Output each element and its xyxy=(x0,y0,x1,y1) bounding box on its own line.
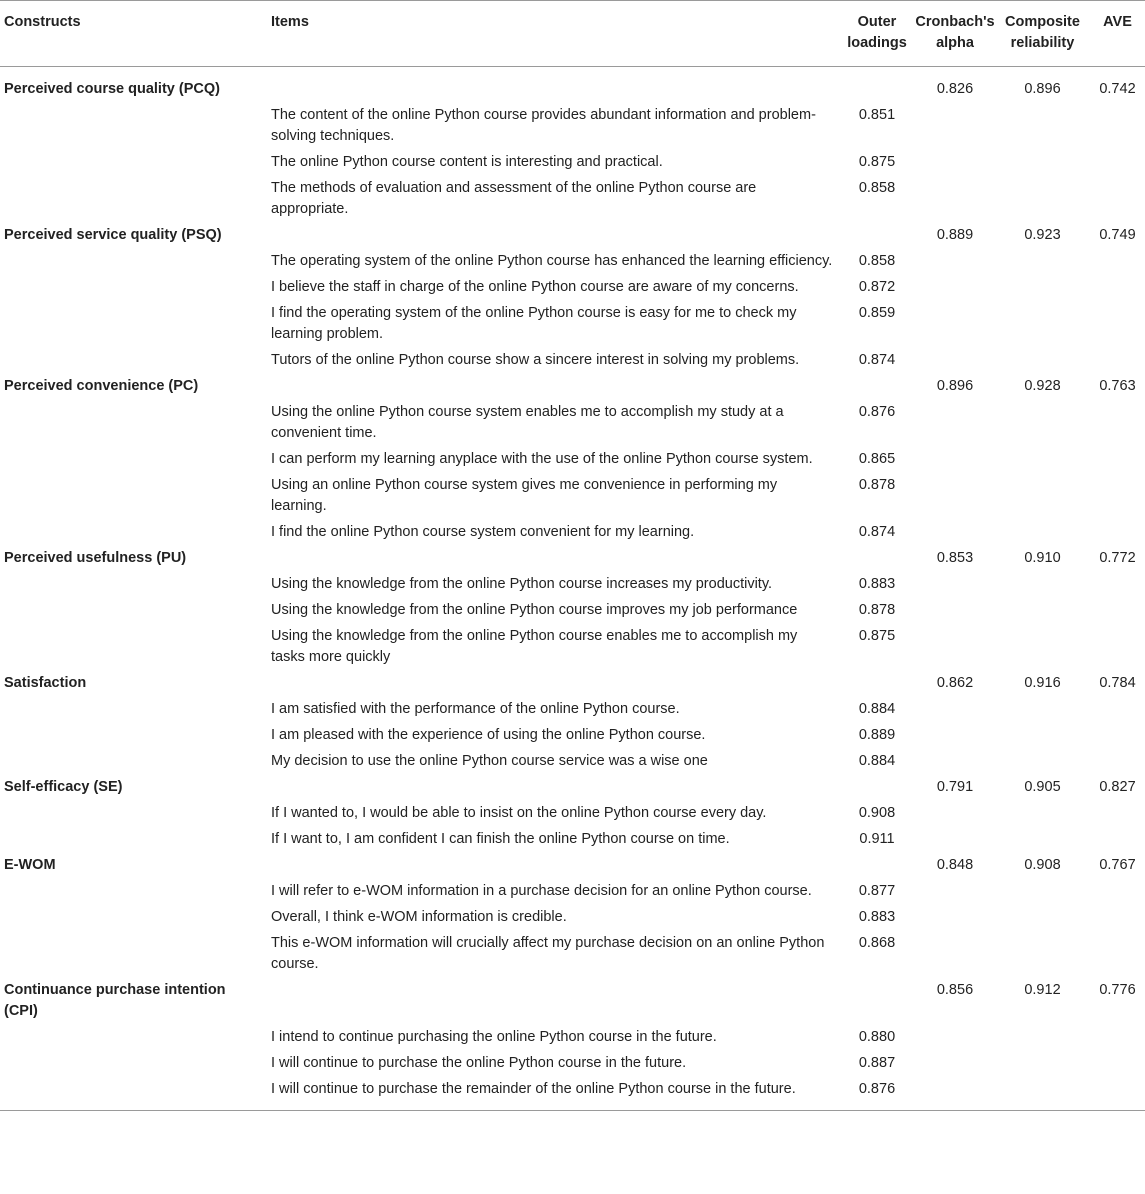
outer-loading-value: 0.874 xyxy=(858,524,896,540)
item-construct-empty xyxy=(0,931,267,978)
outer-loading-value: 0.887 xyxy=(858,1055,896,1071)
item-text: I will continue to purchase the online Python course in the future. xyxy=(271,1055,687,1071)
item-alpha-empty xyxy=(915,301,995,348)
item-ave-empty xyxy=(1090,301,1145,348)
construct-name: Self-efficacy (SE) xyxy=(4,779,123,795)
construct-row xyxy=(0,67,1145,104)
item-construct-empty xyxy=(0,249,267,275)
table-header xyxy=(0,1,1145,67)
item-construct-empty xyxy=(0,176,267,223)
construct-loading-empty xyxy=(839,223,915,249)
item-alpha-empty xyxy=(915,879,995,905)
construct-items-empty xyxy=(267,223,839,249)
outer-loading-value: 0.880 xyxy=(858,1029,896,1045)
construct-loading-empty xyxy=(839,775,915,801)
item-row xyxy=(0,473,1145,520)
outer-loading-value: 0.878 xyxy=(858,602,896,618)
outer-loading-value: 0.908 xyxy=(858,805,896,821)
composite-reliability-value: 0.908 xyxy=(1024,857,1061,873)
item-cr-empty xyxy=(995,301,1090,348)
item-text: I will refer to e-WOM information in a purchase decision for an online Python course. xyxy=(271,883,812,899)
item-text: Tutors of the online Python course show a sincere interest in solving my problems. xyxy=(271,352,800,368)
cronbachs-alpha-value: 0.848 xyxy=(936,857,974,873)
item-text: I will continue to purchase the remainder of the online Python course in the future. xyxy=(271,1081,796,1097)
item-row xyxy=(0,905,1145,931)
item-ave-empty xyxy=(1090,103,1145,150)
item-ave-empty xyxy=(1090,520,1145,546)
item-cr-empty xyxy=(995,749,1090,775)
item-alpha-empty xyxy=(915,1077,995,1111)
ave-value: 0.784 xyxy=(1099,675,1136,691)
item-alpha-empty xyxy=(915,723,995,749)
item-construct-empty xyxy=(0,520,267,546)
construct-items-empty xyxy=(267,671,839,697)
item-construct-empty xyxy=(0,905,267,931)
outer-loading-value: 0.875 xyxy=(858,154,896,170)
outer-loading-value: 0.883 xyxy=(858,909,896,925)
item-cr-empty xyxy=(995,400,1090,447)
header-composite-reliability: Composite reliability xyxy=(1005,14,1080,51)
item-alpha-empty xyxy=(915,400,995,447)
item-text: I intend to continue purchasing the online Python course in the future. xyxy=(271,1029,717,1045)
item-text: If I wanted to, I would be able to insist on the online Python course every day. xyxy=(271,805,767,821)
ave-value: 0.742 xyxy=(1099,81,1136,97)
outer-loading-value: 0.874 xyxy=(858,352,896,368)
outer-loading-value: 0.877 xyxy=(858,883,896,899)
composite-reliability-value: 0.905 xyxy=(1024,779,1061,795)
item-row xyxy=(0,879,1145,905)
outer-loading-value: 0.868 xyxy=(858,935,896,951)
item-ave-empty xyxy=(1090,1025,1145,1051)
item-row xyxy=(0,520,1145,546)
cronbachs-alpha-value: 0.862 xyxy=(936,675,974,691)
item-ave-empty xyxy=(1090,572,1145,598)
item-alpha-empty xyxy=(915,1051,995,1077)
cronbachs-alpha-value: 0.853 xyxy=(936,550,974,566)
outer-loading-value: 0.859 xyxy=(858,305,896,321)
item-text: My decision to use the online Python course service was a wise one xyxy=(271,753,708,769)
item-row xyxy=(0,447,1145,473)
construct-items-empty xyxy=(267,853,839,879)
item-ave-empty xyxy=(1090,348,1145,374)
header-row xyxy=(0,1,1145,67)
item-cr-empty xyxy=(995,348,1090,374)
item-alpha-empty xyxy=(915,447,995,473)
item-ave-empty xyxy=(1090,150,1145,176)
item-ave-empty xyxy=(1090,905,1145,931)
item-text: Overall, I think e-WOM information is credible. xyxy=(271,909,567,925)
outer-loading-value: 0.851 xyxy=(858,107,896,123)
item-text: The content of the online Python course provides abundant information and problem-solving techniques. xyxy=(271,107,816,144)
item-cr-empty xyxy=(995,598,1090,624)
construct-name: Perceived convenience (PC) xyxy=(4,378,199,394)
item-text: Using the knowledge from the online Python course enables me to accomplish my tasks more quickly xyxy=(271,628,798,665)
item-construct-empty xyxy=(0,1025,267,1051)
item-construct-empty xyxy=(0,473,267,520)
item-row xyxy=(0,931,1145,978)
outer-loading-value: 0.883 xyxy=(858,576,896,592)
construct-name: E-WOM xyxy=(4,857,56,873)
item-cr-empty xyxy=(995,275,1090,301)
outer-loading-value: 0.911 xyxy=(859,831,895,847)
item-construct-empty xyxy=(0,801,267,827)
item-construct-empty xyxy=(0,879,267,905)
item-cr-empty xyxy=(995,520,1090,546)
ave-value: 0.772 xyxy=(1099,550,1136,566)
composite-reliability-value: 0.912 xyxy=(1024,982,1061,998)
table-body xyxy=(0,67,1145,1111)
item-row xyxy=(0,1077,1145,1111)
item-alpha-empty xyxy=(915,520,995,546)
item-row xyxy=(0,723,1145,749)
construct-loading-empty xyxy=(839,67,915,104)
item-row xyxy=(0,400,1145,447)
outer-loading-value: 0.878 xyxy=(858,477,896,493)
item-cr-empty xyxy=(995,931,1090,978)
header-outer-loadings: Outer loadings xyxy=(847,14,907,51)
outer-loading-value: 0.884 xyxy=(858,753,896,769)
item-alpha-empty xyxy=(915,931,995,978)
cronbachs-alpha-value: 0.856 xyxy=(936,982,974,998)
item-cr-empty xyxy=(995,905,1090,931)
item-ave-empty xyxy=(1090,447,1145,473)
ave-value: 0.763 xyxy=(1099,378,1136,394)
item-row xyxy=(0,598,1145,624)
item-construct-empty xyxy=(0,1077,267,1111)
item-text: The operating system of the online Python course has enhanced the learning efficiency. xyxy=(271,253,833,269)
item-ave-empty xyxy=(1090,473,1145,520)
ave-value: 0.749 xyxy=(1099,227,1136,243)
cronbachs-alpha-value: 0.889 xyxy=(936,227,974,243)
item-ave-empty xyxy=(1090,879,1145,905)
ave-value: 0.827 xyxy=(1099,779,1136,795)
construct-items-empty xyxy=(267,775,839,801)
item-alpha-empty xyxy=(915,598,995,624)
construct-items-empty xyxy=(267,978,839,1025)
item-alpha-empty xyxy=(915,624,995,671)
item-cr-empty xyxy=(995,176,1090,223)
item-text: This e-WOM information will crucially affect my purchase decision on an online Python course. xyxy=(271,935,825,972)
item-cr-empty xyxy=(995,1025,1090,1051)
outer-loading-value: 0.858 xyxy=(858,253,896,269)
item-construct-empty xyxy=(0,348,267,374)
construct-row xyxy=(0,671,1145,697)
item-row xyxy=(0,572,1145,598)
outer-loading-value: 0.865 xyxy=(858,451,896,467)
item-cr-empty xyxy=(995,801,1090,827)
item-text: Using the online Python course system enables me to accomplish my study at a convenient time. xyxy=(271,404,784,441)
construct-loading-empty xyxy=(839,853,915,879)
item-row xyxy=(0,348,1145,374)
item-cr-empty xyxy=(995,447,1090,473)
item-ave-empty xyxy=(1090,801,1145,827)
item-construct-empty xyxy=(0,1051,267,1077)
header-ave: AVE xyxy=(1103,14,1132,30)
item-text: Using the knowledge from the online Python course improves my job performance xyxy=(271,602,798,618)
item-alpha-empty xyxy=(915,827,995,853)
composite-reliability-value: 0.896 xyxy=(1024,81,1061,97)
item-ave-empty xyxy=(1090,624,1145,671)
item-construct-empty xyxy=(0,723,267,749)
cronbachs-alpha-value: 0.791 xyxy=(936,779,974,795)
outer-loading-value: 0.876 xyxy=(858,404,896,420)
item-text: I believe the staff in charge of the online Python course are aware of my concerns. xyxy=(271,279,799,295)
item-cr-empty xyxy=(995,879,1090,905)
item-ave-empty xyxy=(1090,1051,1145,1077)
composite-reliability-value: 0.923 xyxy=(1024,227,1061,243)
item-ave-empty xyxy=(1090,1077,1145,1111)
item-ave-empty xyxy=(1090,827,1145,853)
outer-loading-value: 0.858 xyxy=(858,180,896,196)
item-construct-empty xyxy=(0,624,267,671)
item-text: The methods of evaluation and assessment of the online Python course are appropriate. xyxy=(271,180,757,217)
item-cr-empty xyxy=(995,150,1090,176)
item-construct-empty xyxy=(0,447,267,473)
item-row xyxy=(0,1025,1145,1051)
item-cr-empty xyxy=(995,249,1090,275)
construct-items-empty xyxy=(267,67,839,104)
construct-row xyxy=(0,546,1145,572)
item-alpha-empty xyxy=(915,905,995,931)
item-row xyxy=(0,749,1145,775)
construct-row xyxy=(0,223,1145,249)
item-ave-empty xyxy=(1090,275,1145,301)
construct-items-empty xyxy=(267,546,839,572)
item-text: Using an online Python course system gives me convenience in performing my learning. xyxy=(271,477,778,514)
construct-row xyxy=(0,775,1145,801)
item-cr-empty xyxy=(995,697,1090,723)
item-text: I am satisfied with the performance of the online Python course. xyxy=(271,701,680,717)
construct-name: Perceived service quality (PSQ) xyxy=(4,227,222,243)
item-construct-empty xyxy=(0,598,267,624)
item-row xyxy=(0,150,1145,176)
construct-name: Continuance purchase intention (CPI) xyxy=(4,982,226,1019)
item-construct-empty xyxy=(0,103,267,150)
item-construct-empty xyxy=(0,275,267,301)
item-alpha-empty xyxy=(915,249,995,275)
item-text: Using the knowledge from the online Python course increases my productivity. xyxy=(271,576,773,592)
item-text: I am pleased with the experience of using the online Python course. xyxy=(271,727,706,743)
cronbachs-alpha-value: 0.896 xyxy=(936,378,974,394)
item-alpha-empty xyxy=(915,103,995,150)
item-alpha-empty xyxy=(915,473,995,520)
item-row xyxy=(0,801,1145,827)
construct-name: Perceived course quality (PCQ) xyxy=(4,81,220,97)
ave-value: 0.767 xyxy=(1099,857,1136,873)
composite-reliability-value: 0.910 xyxy=(1024,550,1061,566)
item-construct-empty xyxy=(0,150,267,176)
item-cr-empty xyxy=(995,572,1090,598)
item-ave-empty xyxy=(1090,749,1145,775)
item-ave-empty xyxy=(1090,931,1145,978)
item-row xyxy=(0,1051,1145,1077)
header-items: Items xyxy=(271,14,309,30)
construct-loading-empty xyxy=(839,671,915,697)
cronbachs-alpha-value: 0.826 xyxy=(936,81,974,97)
item-construct-empty xyxy=(0,572,267,598)
item-ave-empty xyxy=(1090,176,1145,223)
construct-name: Satisfaction xyxy=(4,675,87,691)
item-cr-empty xyxy=(995,723,1090,749)
item-alpha-empty xyxy=(915,150,995,176)
construct-row xyxy=(0,374,1145,400)
item-ave-empty xyxy=(1090,598,1145,624)
outer-loading-value: 0.884 xyxy=(858,701,896,717)
item-cr-empty xyxy=(995,1051,1090,1077)
item-row xyxy=(0,624,1145,671)
item-ave-empty xyxy=(1090,400,1145,447)
item-cr-empty xyxy=(995,624,1090,671)
construct-name: Perceived usefulness (PU) xyxy=(4,550,187,566)
item-cr-empty xyxy=(995,103,1090,150)
item-construct-empty xyxy=(0,749,267,775)
construct-row xyxy=(0,978,1145,1025)
item-cr-empty xyxy=(995,827,1090,853)
item-construct-empty xyxy=(0,827,267,853)
ave-value: 0.776 xyxy=(1099,982,1136,998)
item-alpha-empty xyxy=(915,749,995,775)
item-row xyxy=(0,301,1145,348)
item-alpha-empty xyxy=(915,275,995,301)
item-ave-empty xyxy=(1090,723,1145,749)
outer-loading-value: 0.876 xyxy=(858,1081,896,1097)
item-construct-empty xyxy=(0,301,267,348)
item-construct-empty xyxy=(0,697,267,723)
item-ave-empty xyxy=(1090,697,1145,723)
item-text: I find the online Python course system convenient for my learning. xyxy=(271,524,695,540)
construct-items-empty xyxy=(267,374,839,400)
item-construct-empty xyxy=(0,400,267,447)
header-constructs: Constructs xyxy=(4,14,81,30)
item-text: I find the operating system of the online Python course is easy for me to check my learning problem. xyxy=(271,305,797,342)
item-text: I can perform my learning anyplace with the use of the online Python course system. xyxy=(271,451,813,467)
item-row xyxy=(0,827,1145,853)
outer-loading-value: 0.875 xyxy=(858,628,896,644)
item-alpha-empty xyxy=(915,1025,995,1051)
item-alpha-empty xyxy=(915,572,995,598)
header-cronbachs-alpha: Cronbach's alpha xyxy=(915,14,995,51)
item-alpha-empty xyxy=(915,176,995,223)
item-alpha-empty xyxy=(915,801,995,827)
item-alpha-empty xyxy=(915,348,995,374)
outer-loading-value: 0.872 xyxy=(858,279,896,295)
item-alpha-empty xyxy=(915,697,995,723)
composite-reliability-value: 0.928 xyxy=(1024,378,1061,394)
item-row xyxy=(0,176,1145,223)
item-cr-empty xyxy=(995,1077,1090,1111)
item-cr-empty xyxy=(995,473,1090,520)
construct-loading-empty xyxy=(839,374,915,400)
item-ave-empty xyxy=(1090,249,1145,275)
outer-loading-value: 0.889 xyxy=(858,727,896,743)
construct-loading-empty xyxy=(839,978,915,1025)
item-row xyxy=(0,249,1145,275)
composite-reliability-value: 0.916 xyxy=(1024,675,1061,691)
item-text: If I want to, I am confident I can finish the online Python course on time. xyxy=(271,831,730,847)
item-row xyxy=(0,275,1145,301)
item-text: The online Python course content is interesting and practical. xyxy=(271,154,663,170)
item-row xyxy=(0,103,1145,150)
construct-row xyxy=(0,853,1145,879)
item-row xyxy=(0,697,1145,723)
construct-loading-empty xyxy=(839,546,915,572)
